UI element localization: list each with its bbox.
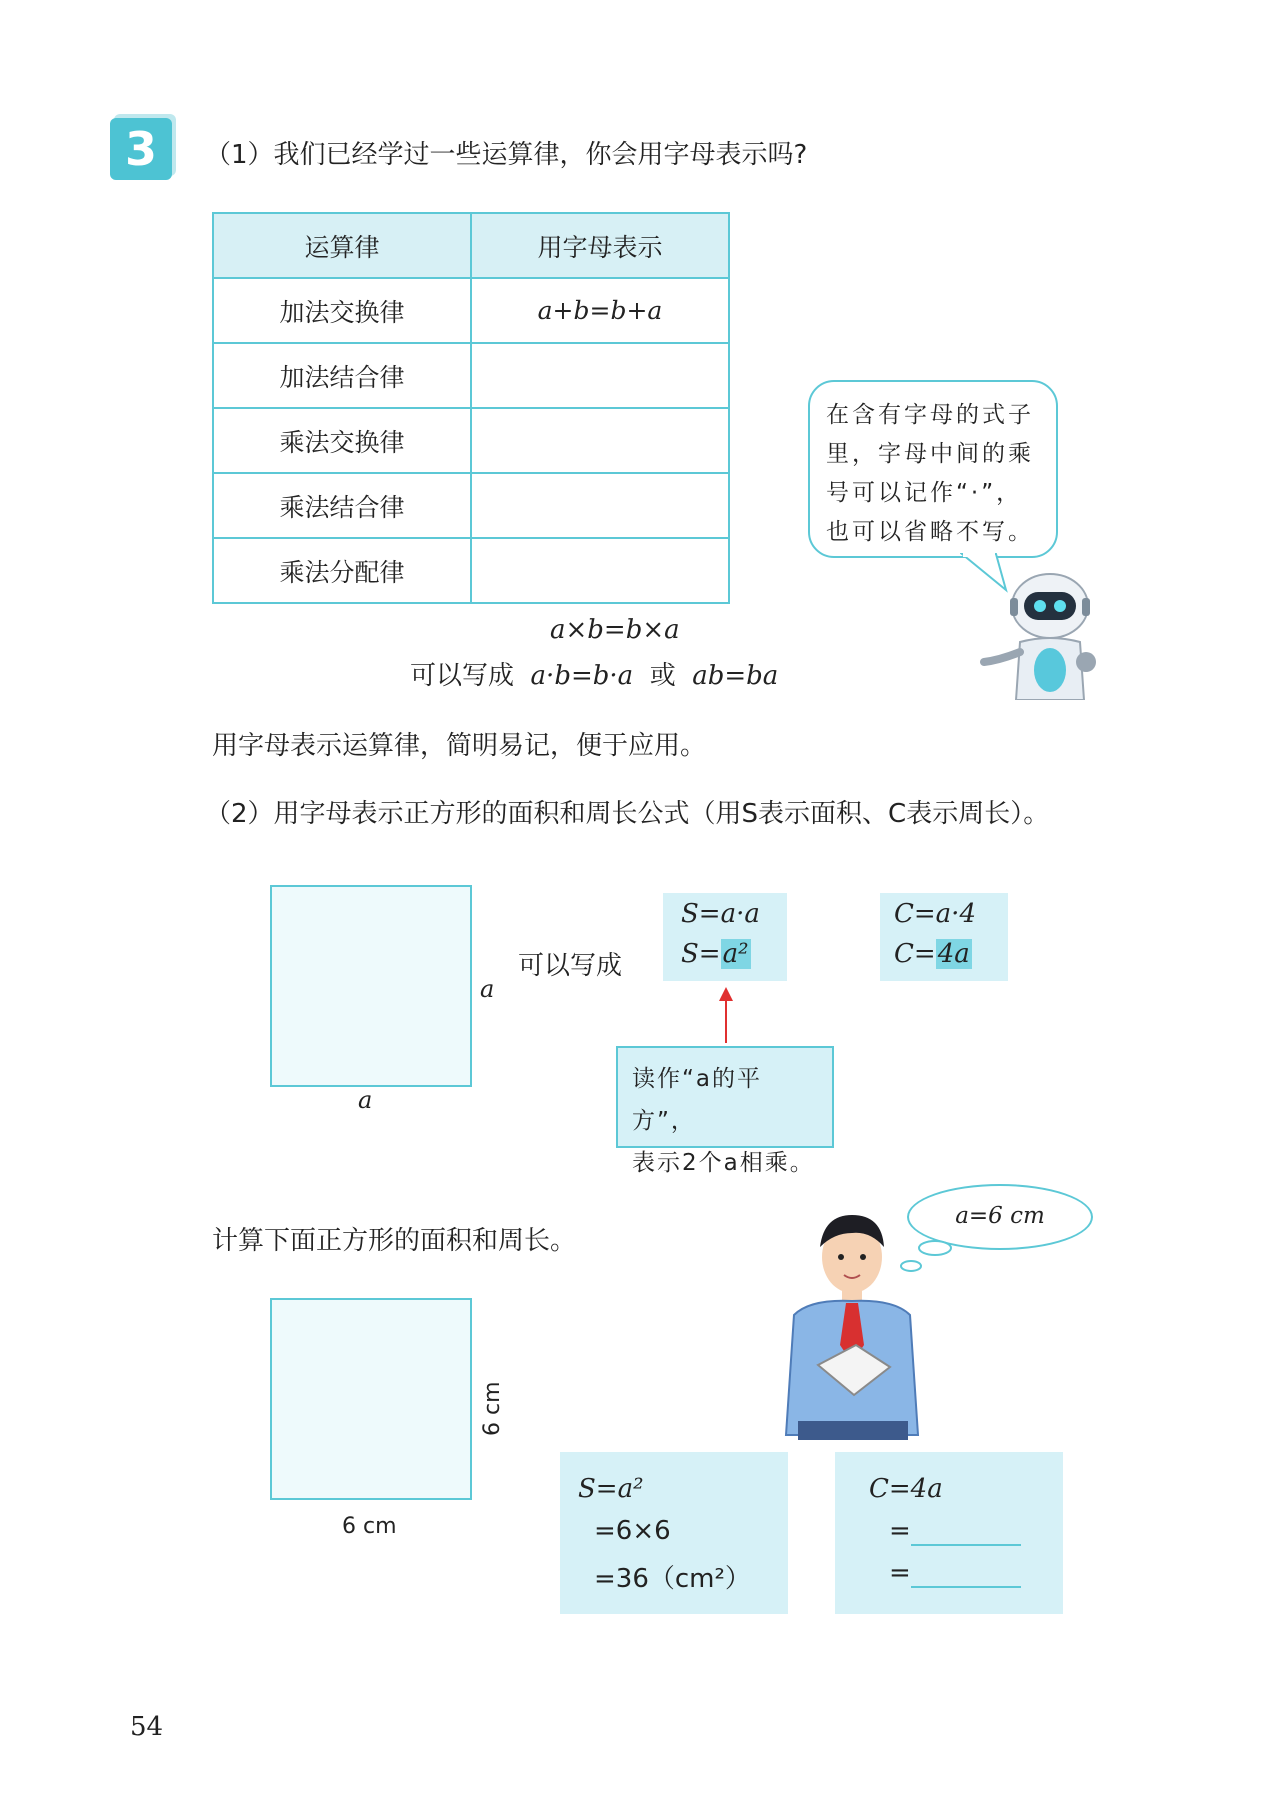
area-line2 [681, 939, 751, 969]
area-highlight: a² [722, 939, 749, 969]
table-header-row [213, 213, 729, 278]
area-calc-line2: =6×6 [594, 1516, 671, 1546]
law-name: 加法结合律 [213, 343, 471, 408]
law-name: 乘法交换律 [213, 408, 471, 473]
area-calc-box [560, 1452, 788, 1614]
perimeter-highlight: 4a [937, 939, 970, 969]
perimeter-calc-box [835, 1452, 1063, 1614]
formula-alt-prefix: 可以写成 [410, 661, 515, 691]
table-header: 用字母表示 [471, 213, 729, 278]
can-write-label: 可以写成 [518, 951, 623, 981]
robot-speech-bubble: 在含有字母的式子里，字母中间的乘号可以记作“·”，也可以省略不写。 [808, 380, 1058, 558]
square-shape [270, 1298, 472, 1500]
side-label: 6 cm [342, 1514, 397, 1539]
table-row [213, 343, 729, 408]
calc-prompt: 计算下面正方形的面积和周长。 [212, 1226, 577, 1256]
perimeter-formula-box [880, 893, 1008, 981]
thought-dots [895, 1238, 955, 1278]
table-header: 运算律 [213, 213, 471, 278]
perimeter-line2 [894, 939, 972, 969]
formula-short-form: ab=ba [692, 661, 779, 691]
law-formula-blank[interactable] [471, 473, 729, 538]
note-line2: 表示2个a相乘。 [632, 1150, 815, 1176]
square-shape [270, 885, 472, 1087]
law-formula: a+b=b+a [471, 278, 729, 343]
table-row [213, 473, 729, 538]
laws-table [212, 212, 730, 604]
formula-or: 或 [649, 661, 676, 691]
part2-prompt: （2）用字母表示正方形的面积和周长公式（用S表示面积、C表示周长）。 [205, 799, 1050, 829]
formula-alt [410, 655, 778, 692]
side-label: 6 cm [480, 1381, 505, 1436]
part1-prompt: （1）我们已经学过一些运算律，你会用字母表示吗? [205, 140, 808, 170]
law-name: 乘法结合律 [213, 473, 471, 538]
law-name: 加法交换律 [213, 278, 471, 343]
formula-mult: a×b=b×a [550, 615, 680, 645]
answer-blank[interactable] [911, 1560, 1021, 1588]
page-number: 54 [130, 1712, 164, 1742]
summary-text: 用字母表示运算律，简明易记，便于应用。 [212, 731, 707, 761]
side-label: a [480, 975, 495, 1003]
formula-dot-form: a·b=b·a [530, 661, 634, 691]
boy-reading-icon [770, 1195, 930, 1440]
note-line1: 读作“a的平方”， [632, 1066, 763, 1134]
thought-text: a=6 cm [955, 1203, 1045, 1229]
side-label: a [358, 1086, 373, 1114]
law-name: 乘法分配律 [213, 538, 471, 603]
law-formula-blank[interactable] [471, 538, 729, 603]
area-calc-line3: =36（cm²） [594, 1564, 751, 1594]
note-box [616, 1046, 834, 1176]
perimeter-calc-line2 [889, 1516, 1021, 1546]
table-row [213, 538, 729, 603]
perimeter-line1: C=a·4 [894, 899, 976, 929]
equals-sign: = [889, 1516, 911, 1546]
up-arrow-icon [716, 985, 736, 1043]
law-formula-blank[interactable] [471, 408, 729, 473]
equals-sign: = [889, 1558, 911, 1588]
area-line1: S=a·a [681, 899, 760, 929]
section-badge: 3 [110, 118, 172, 180]
robot-icon [980, 570, 1100, 700]
perimeter-calc-line1: C=4a [869, 1474, 943, 1504]
answer-blank[interactable] [911, 1518, 1021, 1546]
perimeter-line2-prefix: C= [894, 939, 936, 969]
law-formula-blank[interactable] [471, 343, 729, 408]
table-row [213, 408, 729, 473]
table-row [213, 278, 729, 343]
area-formula-box [663, 893, 787, 981]
perimeter-calc-line3 [889, 1558, 1021, 1588]
area-calc-line1: S=a² [578, 1474, 644, 1504]
area-line2-prefix: S= [681, 939, 721, 969]
